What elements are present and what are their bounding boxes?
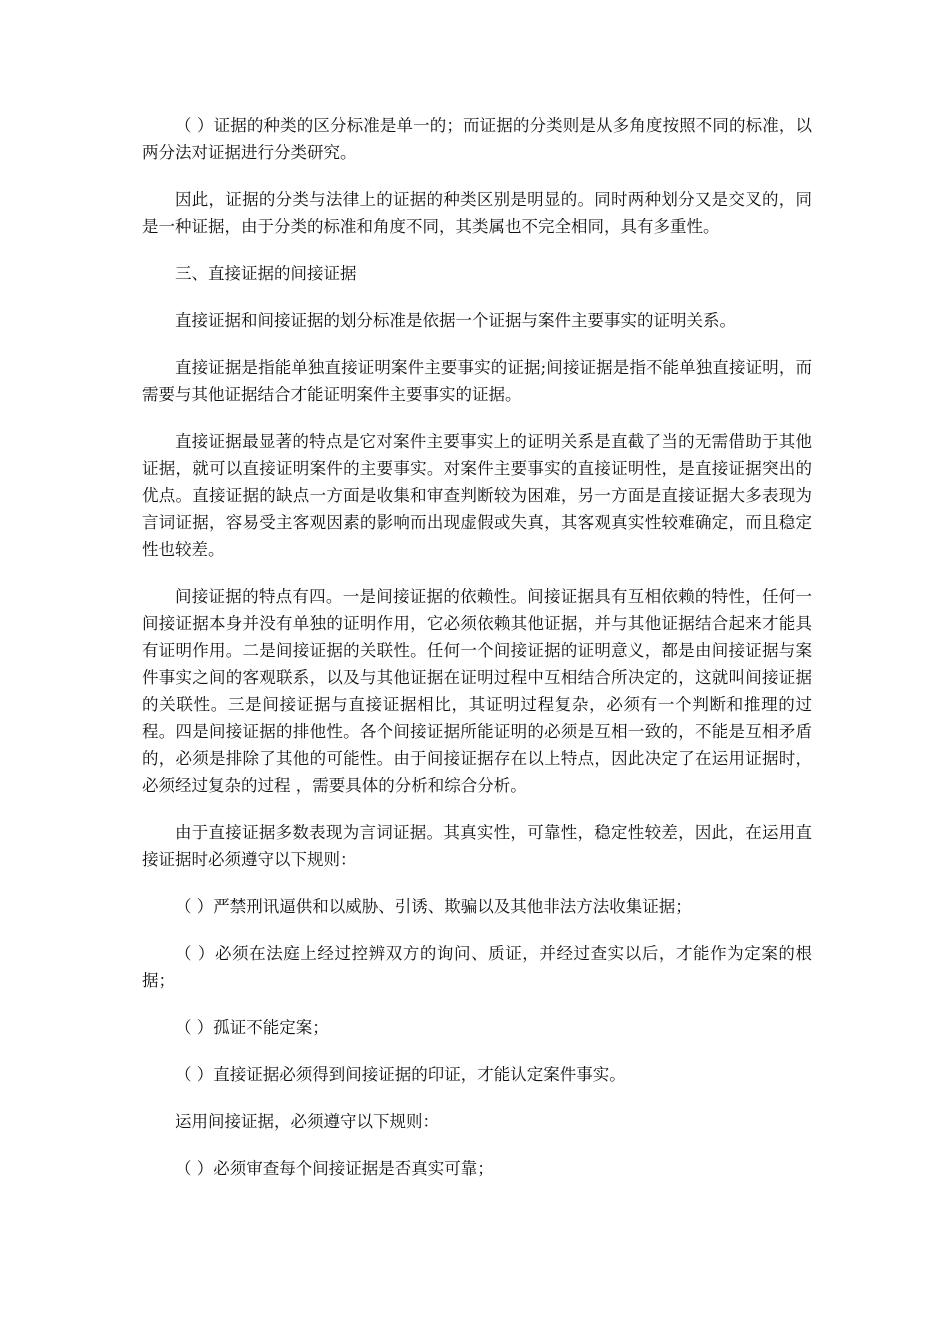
rule-item: （ ）直接证据必须得到间接证据的印证，才能认定案件事实。 [175, 1065, 626, 1084]
paragraph: 因此，证据的分类与法律上的证据的种类区别是明显的。同时两种划分又是交叉的，同是一种证据，由于分类的标准和角度不同，其类属也不完全相同，具有多重性。 [142, 190, 812, 236]
paragraph: 直接证据和间接证据的划分标准是依据一个证据与案件主要事实的证明关系。 [175, 311, 736, 330]
rule-item: （ ）必须在法庭上经过控辨双方的询问、质证，并经过查实以后，才能作为定案的根据； [142, 944, 812, 990]
paragraph: 间接证据的特点有四。一是间接证据的依赖性。间接证据具有互相依赖的特性，任何一间接证据本身并没有单独的证明作用，它必须依赖其他证据，并与其他证据结合起来才能具有证明作用。二是间接证据的关联性。任何一个间接证据的证明意义，都是由间接证据与案件事实之间的客观联系，以及与其他证据在证明过程中互相结合所决定的，这就叫间接证据的关联性。三是间接证据与直接证据相比，其证明过程复杂，必须有一个判断和推理的过程。四是间接证据的排他性。各个间接证据所能证明的必须是互相一致的，不能是互相矛盾的，必须是排除了其他的可能性。由于间接证据存在以上特点，因此决定了在运用证据时，必须经过复杂的过程 ，需要具体的分析和综合分析。 [142, 587, 812, 795]
paragraph: 直接证据是指能单独直接证明案件主要事实的证据;间接证据是指不能单独直接证明，而需要与其他证据结合才能证明案件主要事实的证据。 [142, 358, 812, 404]
document-body [142, 112, 812, 1202]
paragraph: 由于直接证据多数表现为言词证据。其真实性，可靠性，稳定性较差，因此，在运用直接证据时必须遵守以下规则： [142, 823, 812, 869]
rule-item: （ ）必须审查每个间接证据是否真实可靠； [175, 1159, 494, 1178]
rule-item: （ ）严禁刑讯逼供和以威胁、引诱、欺骗以及其他非法方法收集证据； [175, 897, 692, 916]
paragraph: （ ）证据的种类的区分标准是单一的；而证据的分类则是从多角度按照不同的标准，以两分法对证据进行分类研究。 [142, 116, 812, 162]
rule-item: （ ）孤证不能定案； [175, 1018, 329, 1037]
paragraph: 运用间接证据，必须遵守以下规则： [175, 1112, 439, 1131]
section-heading: 三、直接证据的间接证据 [175, 264, 357, 283]
paragraph: 直接证据最显著的特点是它对案件主要事实上的证明关系是直截了当的无需借助于其他证据，就可以直接证明案件的主要事实。对案件主要事实的直接证明性，是直接证据突出的优点。直接证据的缺点一方面是收集和审查判断较为困难，另一方面是直接证据大多表现为言词证据，容易受主客观因素的影响而出现虚假或失真，其客观真实性较难确定，而且稳定性也较差。 [142, 432, 812, 559]
